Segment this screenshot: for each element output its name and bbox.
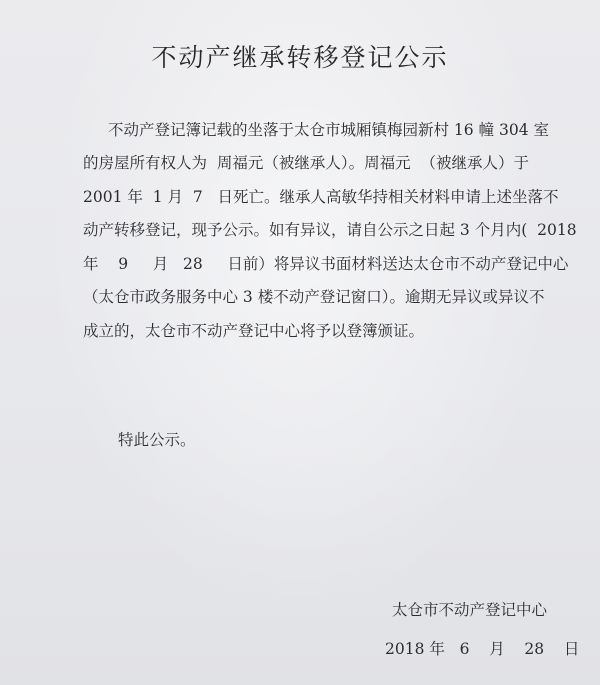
body-line-2: 的房屋所有权人为 周福元（被继承人）。周福元 （被继承人）于 [83, 154, 529, 172]
issue-date: 2018 年 6 月 28 日 [385, 640, 580, 658]
body-line-4: 动产转移登记，现予公示。如有异议，请自公示之日起 3 个月内( 2018 [83, 221, 577, 239]
body-line-7: 成立的，太仓市不动产登记中心将予以登簿颁证。 [83, 322, 425, 340]
body-line-1: 不动产登记簿记载的坐落于太仓市城厢镇梅园新村 16 幢 304 室 [108, 121, 550, 139]
body-line-5: 年 9 月 28 日前）将异议书面材料送达太仓市不动产登记中心 [83, 255, 569, 273]
issuing-authority: 太仓市不动产登记中心 [392, 601, 548, 619]
closing-remark: 特此公示。 [118, 431, 196, 449]
body-line-3: 2001 年 1 月 7 日死亡。继承人高敏华持相关材料申请上述坐落不 [83, 188, 559, 206]
document-title: 不动产继承转移登记公示 [151, 43, 449, 72]
body-line-6: （太仓市政务服务中心 3 楼不动产登记窗口）。逾期无异议或异议不 [83, 288, 545, 306]
